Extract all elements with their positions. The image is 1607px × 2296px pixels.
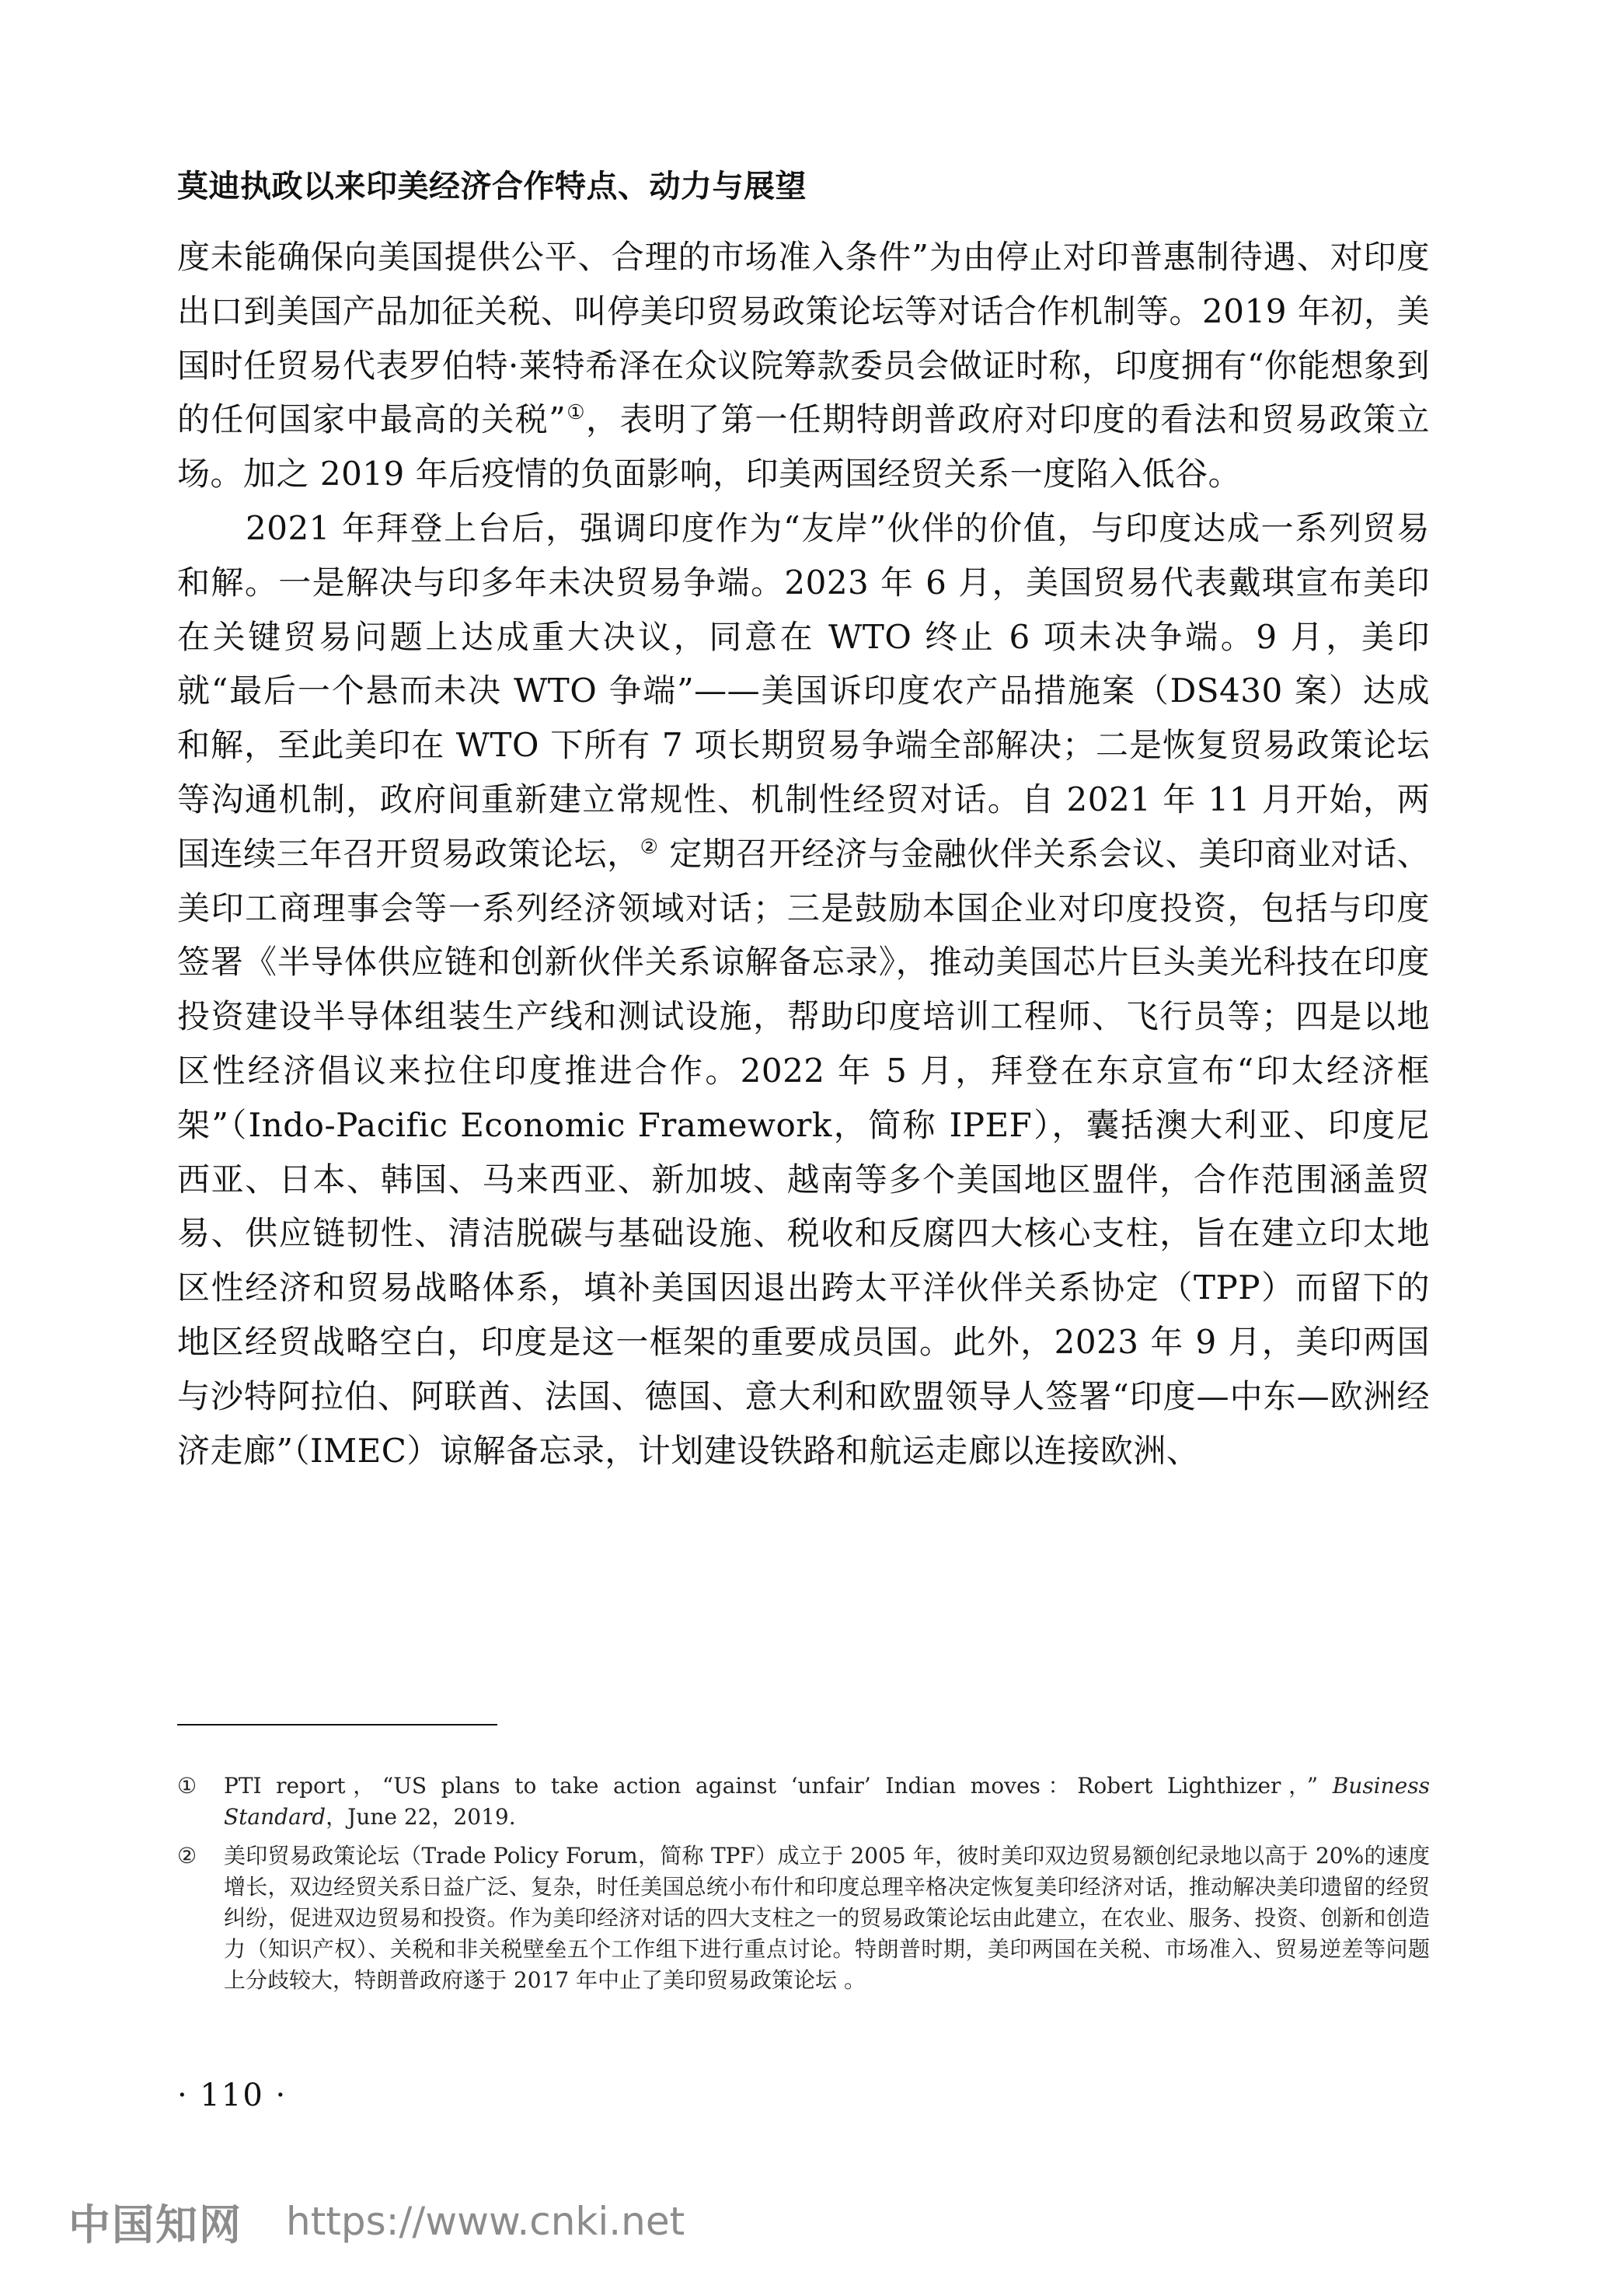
footnote-1-text — [224, 1771, 1430, 1833]
paragraph-1 — [177, 230, 1430, 501]
footnote-ref-2[interactable]: ② — [640, 835, 659, 859]
paragraph-2 — [177, 501, 1430, 1478]
paragraph-2-part-a: 2021 年拜登上台后，强调印度作为“友岸”伙伴的价值，与印度达成一系列贸易和解。一是解决与印多年未决贸易争端。2023 年 6 月，美国贸易代表戴琪宣布美印在关键贸易问题上达成重大决议，同意在 WTO 终止 6 项未决争端。9 月，美印就“最后一个悬而未决 WTO 争端”——美国诉印度农产品措施案（DS430 案）达成和解，至此美印在 WTO 下所有 7 项长期贸易争端全部解决；二是恢复贸易政策论坛等沟通机制，政府间重新建立常规性、机制性经贸对话。自 2021 年 11 月开始，两国连续三年召开贸易政策论坛， — [177, 508, 1430, 873]
paragraph-1-part-b: ，表明了第一任期特朗普政府对印度的看法和贸易政策立场。加之 2019 年后疫情的负面影响，印美两国经贸关系一度陷入低谷。 — [177, 400, 1430, 494]
paragraph-1-part-a: 度未能确保向美国提供公平、合理的市场准入条件”为由停止对印普惠制待遇、对印度出口到美国产品加征关税、叫停美印贸易政策论坛等对话合作机制等。2019 年初，美国时任贸易代表罗伯特·莱特希泽在众议院筹款委员会做证时称，印度拥有“你能想象到的任何国家中最高的关税” — [177, 238, 1430, 439]
footnotes — [177, 1771, 1430, 2004]
footnote-1-text-a: PTI report，“US plans to take action against ‘unfair’ Indian moves：Robert Lighthizer，” — [224, 1773, 1319, 1799]
footnote-1-publication: Business Standard — [224, 1773, 1430, 1830]
watermark-logo: 中国知网 — [68, 2200, 242, 2249]
footnote-1 — [177, 1771, 1430, 1833]
page-number: · 110 · — [177, 2078, 288, 2113]
cnki-watermark — [68, 2190, 685, 2252]
watermark-url[interactable]: https://www.cnki.net — [286, 2199, 685, 2244]
footnote-2 — [177, 1841, 1430, 1996]
footnote-divider — [177, 1724, 497, 1725]
footnote-2-text: 美印贸易政策论坛（Trade Policy Forum，简称 TPF）成立于 2005 年，彼时美印双边贸易额创纪录地以高于 20%的速度增长，双边经贸关系日益广泛、复杂，时任美国总统小布什和印度总理辛格决定恢复美印经济对话，推动解决美印遗留的经贸纠纷，促进双边贸易和投资。作为美印经济对话的四大支柱之一的贸易政策论坛由此建立，在农业、服务、投资、创新和创造力（知识产权）、关税和非关税壁垒五个工作组下进行重点讨论。特朗普时期，美印两国在关税、市场准入、贸易逆差等问题上分歧较大，特朗普政府遂于 2017 年中止了美印贸易政策论坛 。 — [224, 1843, 1430, 1993]
paragraph-2-part-b: 定期召开经济与金融伙伴关系会议、美印商业对话、美印工商理事会等一系列经济领域对话；三是鼓励本国企业对印度投资，包括与印度签署《半导体供应链和创新伙伴关系谅解备忘录》，推动美国芯片巨头美光科技在印度投资建设半导体组装生产线和测试设施，帮助印度培训工程师、飞行员等；四是以地区性经济倡议来拉住印度推进合作。2022 年 5 月，拜登在东京宣布“印太经济框架”（Indo-Pacific Economic Framework，简称 IPEF），囊括澳大利亚、印度尼西亚、日本、韩国、马来西亚、新加坡、越南等多个美国地区盟伴，合作范围涵盖贸易、供应链韧性、清洁脱碳与基础设施、税收和反腐四大核心支柱，旨在建立印太地区性经济和贸易战略体系，填补美国因退出跨太平洋伙伴关系协定（TPP）而留下的地区经贸战略空白，印度是这一框架的重要成员国。此外，2023 年 9 月，美印两国与沙特阿拉伯、阿联酋、法国、德国、意大利和欧盟领导人签署“印度—中东—欧洲经济走廊”（IMEC）谅解备忘录，计划建设铁路和航运走廊以连接欧洲、 — [177, 834, 1430, 1470]
footnote-1-text-b: ，June 22，2019. — [326, 1804, 516, 1830]
footnote-ref-1[interactable]: ① — [566, 401, 586, 425]
running-title: 莫迪执政以来印美经济合作特点、动力与展望 — [177, 168, 807, 204]
body-text — [177, 230, 1430, 1478]
footnote-2-marker: ② — [177, 1843, 197, 1869]
footnote-1-marker: ① — [177, 1773, 197, 1799]
